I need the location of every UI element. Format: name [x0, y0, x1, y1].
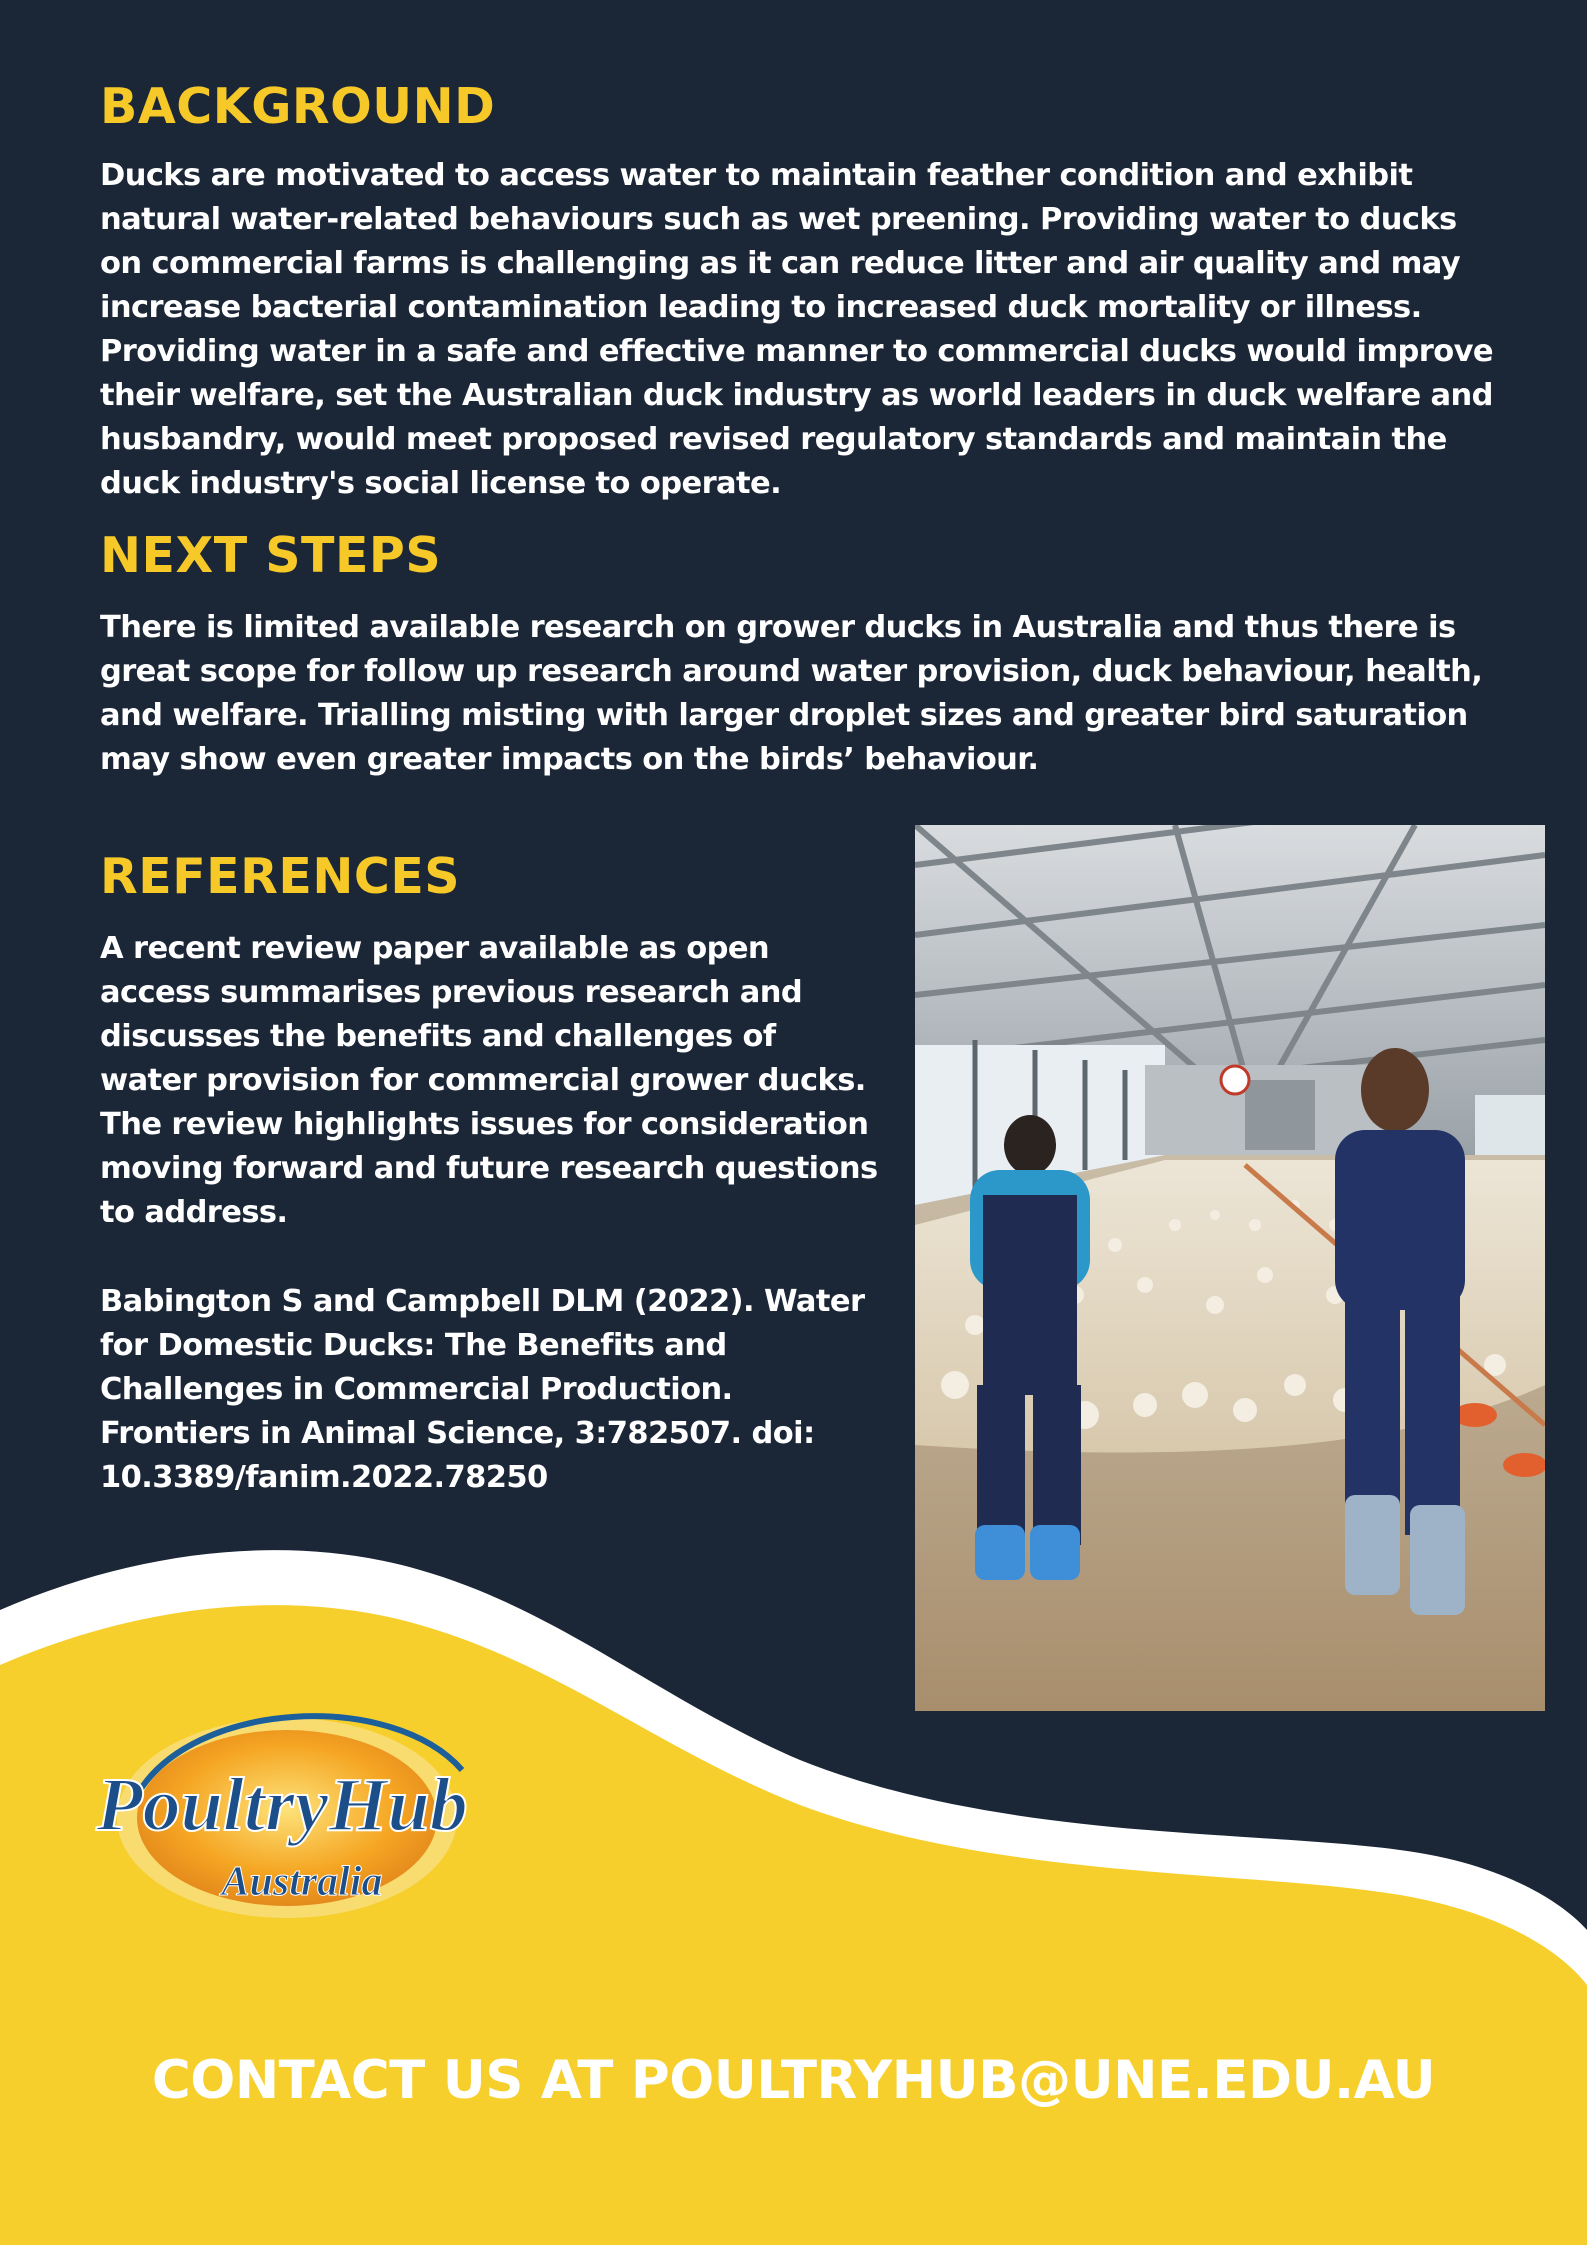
next-steps-paragraph: There is limited available research on grower ducks in Australia and thus there is great scope for follow up research around water provision, duck behaviour, health, and welfare. Trialling misting with larger droplet sizes and greater bird saturation may show even greater impacts on the birds’ behaviour.	[100, 610, 1483, 777]
references-paragraph: A recent review paper available as open access summarises previous research and discusses the benefits and challenges of water provision for commercial grower ducks. The review highlights issues for consideration moving forward and future research questions to address.	[100, 931, 878, 1230]
references-citation: Babington S and Campbell DLM (2022). Water for Domestic Ducks: The Benefits and Challenges in Commercial Production. Frontiers in Animal Science, 3:782507. doi: 10.3389/fanim.2022.78250	[100, 1284, 865, 1495]
background-heading: BACKGROUND	[100, 78, 496, 135]
contact-email-text: CONTACT US AT POULTRYHUB@UNE.EDU.AU	[151, 2050, 1436, 2111]
duck-shed-photo	[915, 825, 1545, 1711]
references-heading: REFERENCES	[100, 848, 461, 905]
logo-name-text: PoultryHub	[96, 1763, 468, 1847]
background-paragraph: Ducks are motivated to access water to maintain feather condition and exhibit natural water-related behaviours such as wet preening. Providing water to ducks on commercial farms is challenging as it can reduce litter and air quality and may increase bacterial contamination leading to increased duck mortality or illness. Providing water in a safe and effective manner to commercial ducks would improve their welfare, set the Australian duck industry as world leaders in duck welfare and husbandry, would meet proposed revised regulatory standards and maintain the duck industry's social license to operate.	[100, 158, 1493, 501]
poultryhub-logo	[62, 1700, 502, 1930]
next-steps-heading: NEXT STEPS	[100, 527, 442, 584]
logo-sub-text: Australia	[221, 1859, 383, 1905]
